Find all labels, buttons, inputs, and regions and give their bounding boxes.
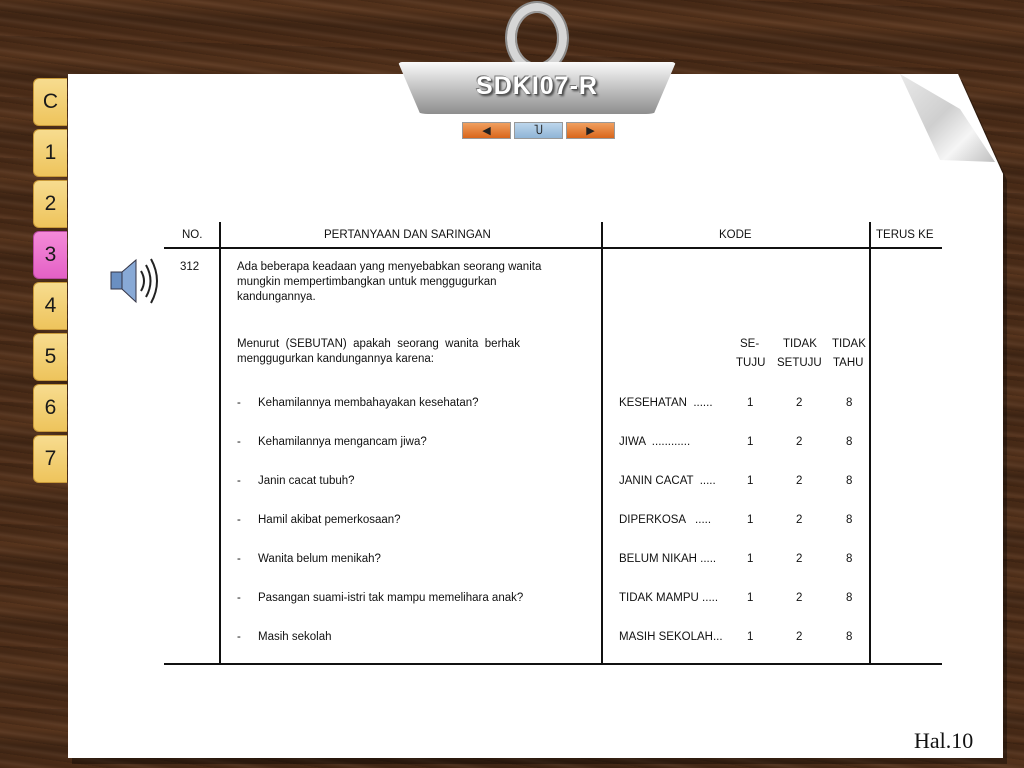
item-code-dk[interactable]: 8 [846, 553, 853, 565]
tab-5[interactable]: 5 [33, 333, 67, 381]
answer-header-dk: TIDAK [832, 338, 866, 350]
answer-header-dk-2: TAHU [833, 357, 864, 369]
clip-title: SDKI07-R [476, 72, 598, 100]
item-bullet: - [237, 514, 241, 526]
speaker-icon[interactable] [108, 253, 164, 309]
item-bullet: - [237, 436, 241, 448]
item-question: Hamil akibat pemerkosaan? [258, 514, 401, 526]
tab-4[interactable]: 4 [33, 282, 67, 330]
item-bullet: - [237, 397, 241, 409]
item-code-dk[interactable]: 8 [846, 436, 853, 448]
header-no: NO. [182, 229, 203, 241]
item-question: Masih sekolah [258, 631, 332, 643]
intro-line-2: mungkin mempertimbangkan untuk menggugurkan [237, 276, 497, 288]
tab-2[interactable]: 2 [33, 180, 67, 228]
item-code-disagree[interactable]: 2 [796, 592, 803, 604]
item-code: KESEHATAN ...... [619, 397, 713, 409]
item-code-agree[interactable]: 1 [747, 631, 754, 643]
page-number: Hal.10 [914, 728, 974, 753]
item-code-disagree[interactable]: 2 [796, 397, 803, 409]
item-code-disagree[interactable]: 2 [796, 553, 803, 565]
home-button[interactable]: Ⴎ [514, 122, 563, 139]
item-code-agree[interactable]: 1 [747, 436, 754, 448]
answer-header-disagree-2: SETUJU [777, 357, 822, 369]
next-button[interactable]: ▶ [566, 122, 615, 139]
intro-line-3: kandungannya. [237, 291, 316, 303]
item-question: Wanita belum menikah? [258, 553, 381, 565]
answer-header-disagree: TIDAK [783, 338, 817, 350]
item-code: JANIN CACAT ..... [619, 475, 716, 487]
item-code: JIWA ............ [619, 436, 691, 448]
item-bullet: - [237, 631, 241, 643]
tab-1[interactable]: 1 [33, 129, 67, 177]
item-code-agree[interactable]: 1 [747, 592, 754, 604]
intro-line-1: Ada beberapa keadaan yang menyebabkan seorang wanita [237, 261, 542, 273]
bottom-rule [164, 663, 942, 665]
item-code-agree[interactable]: 1 [747, 397, 754, 409]
header-question: PERTANYAAN DAN SARINGAN [324, 229, 491, 241]
item-code-dk[interactable]: 8 [846, 397, 853, 409]
header-skip: TERUS KE [876, 229, 934, 241]
item-code-agree[interactable]: 1 [747, 475, 754, 487]
answer-header-agree-2: TUJU [736, 357, 766, 369]
tab-6[interactable]: 6 [33, 384, 67, 432]
header-code: KODE [719, 229, 752, 241]
prev-button[interactable]: ◀ [462, 122, 511, 139]
item-bullet: - [237, 553, 241, 565]
item-question: Pasangan suami-istri tak mampu memelihara anak? [258, 592, 524, 604]
item-code-dk[interactable]: 8 [846, 514, 853, 526]
question-table [164, 222, 942, 666]
item-code: MASIH SEKOLAH... [619, 631, 723, 643]
column-divider-2 [601, 222, 603, 665]
item-question: Kehamilannya mengancam jiwa? [258, 436, 427, 448]
item-code: DIPERKOSA ..... [619, 514, 712, 526]
item-code-dk[interactable]: 8 [846, 592, 853, 604]
column-divider-1 [219, 222, 221, 665]
item-code-disagree[interactable]: 2 [796, 475, 803, 487]
prompt-line-2: menggugurkan kandungannya karena: [237, 353, 434, 365]
section-tabs [33, 78, 69, 486]
header-rule [164, 247, 942, 249]
tab-7[interactable]: 7 [33, 435, 67, 483]
item-code-disagree[interactable]: 2 [796, 436, 803, 448]
item-code-agree[interactable]: 1 [747, 514, 754, 526]
item-code-disagree[interactable]: 2 [796, 631, 803, 643]
item-bullet: - [237, 592, 241, 604]
column-divider-3 [869, 222, 871, 665]
item-code-disagree[interactable]: 2 [796, 514, 803, 526]
item-bullet: - [237, 475, 241, 487]
item-question: Janin cacat tubuh? [258, 475, 355, 487]
item-question: Kehamilannya membahayakan kesehatan? [258, 397, 479, 409]
answer-header-agree: SE- [740, 338, 760, 350]
tab-c[interactable]: C [33, 78, 67, 126]
item-code-dk[interactable]: 8 [846, 475, 853, 487]
navigation-bar [462, 122, 615, 139]
item-code-agree[interactable]: 1 [747, 553, 754, 565]
item-code: BELUM NIKAH ..... [619, 553, 717, 565]
question-number: 312 [180, 261, 200, 273]
prompt-line-1: Menurut (SEBUTAN) apakah seorang wanita berhak [237, 338, 520, 350]
tab-3[interactable]: 3 [33, 231, 67, 279]
item-code-dk[interactable]: 8 [846, 631, 853, 643]
item-code: TIDAK MAMPU ..... [619, 592, 719, 604]
